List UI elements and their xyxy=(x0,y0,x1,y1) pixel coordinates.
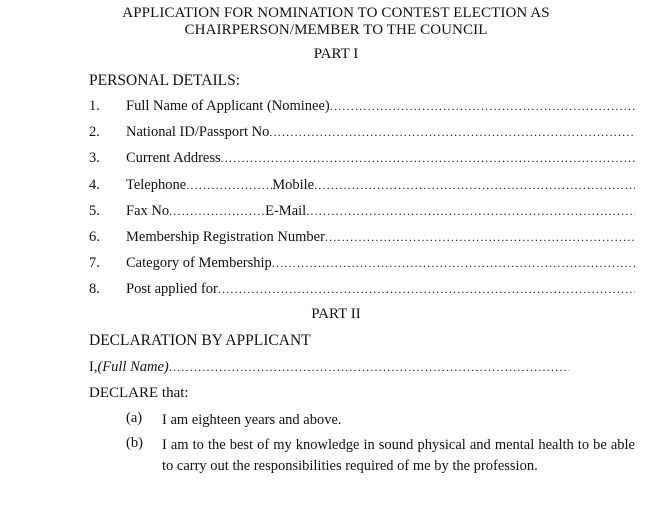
field-label-mobile: Mobile xyxy=(272,177,315,193)
field-number: 5. xyxy=(89,203,100,219)
fill-in-line[interactable] xyxy=(169,360,569,375)
full-name-label: (Full Name) xyxy=(97,359,169,375)
fill-in-line[interactable] xyxy=(272,256,635,271)
fill-in-line-fax[interactable] xyxy=(169,204,265,219)
field-number: 3. xyxy=(89,150,100,166)
item-marker: (a) xyxy=(126,410,143,426)
fill-in-line[interactable] xyxy=(330,99,635,114)
fill-in-line-mobile[interactable] xyxy=(314,178,635,193)
field-full-name[interactable] xyxy=(89,98,635,115)
fill-in-line[interactable] xyxy=(218,282,635,297)
field-membership-category[interactable] xyxy=(89,255,635,272)
field-label: National ID/Passport No xyxy=(126,124,270,140)
fill-in-line-telephone[interactable] xyxy=(186,178,272,193)
field-label-email: E-Mail xyxy=(265,203,307,219)
field-label: Category of Membership xyxy=(126,255,272,271)
field-label: Post applied for xyxy=(126,281,218,297)
field-number: 4. xyxy=(89,177,100,193)
field-national-id[interactable] xyxy=(89,124,635,141)
field-label: Current Address xyxy=(126,150,221,166)
field-number: 2. xyxy=(89,124,100,140)
field-label-telephone: Telephone xyxy=(126,177,187,193)
declare-that-label: DECLARE that: xyxy=(89,385,189,401)
fill-in-line-email[interactable] xyxy=(306,204,635,219)
form-title-line-1: APPLICATION FOR NOMINATION TO CONTEST ELECTION AS xyxy=(122,5,550,21)
field-current-address[interactable] xyxy=(89,150,635,167)
fill-in-line[interactable] xyxy=(269,125,635,140)
item-marker: (b) xyxy=(126,435,143,451)
field-fax-email[interactable] xyxy=(89,203,635,220)
part-1-heading: PART I xyxy=(313,46,359,62)
personal-details-heading: PERSONAL DETAILS: xyxy=(89,72,241,89)
declaration-item-a xyxy=(126,410,635,431)
item-text: I am eighteen years and above. xyxy=(162,412,342,428)
field-label-fax: Fax No xyxy=(126,203,170,219)
declaration-heading: DECLARATION BY APPLICANT xyxy=(89,332,311,349)
declaration-item-b xyxy=(126,435,635,477)
field-telephone-mobile[interactable] xyxy=(89,177,635,194)
field-membership-number[interactable] xyxy=(89,229,635,246)
declaration-full-name-field[interactable] xyxy=(89,359,569,376)
declaration-prefix: I, xyxy=(89,359,98,375)
field-post-applied[interactable] xyxy=(89,281,635,298)
field-label: Membership Registration Number xyxy=(126,229,325,245)
fill-in-line[interactable] xyxy=(221,151,635,166)
field-number: 7. xyxy=(89,255,100,271)
form-title-line-2: CHAIRPERSON/MEMBER TO THE COUNCIL xyxy=(184,22,488,38)
fill-in-line[interactable] xyxy=(325,230,635,245)
field-number: 8. xyxy=(89,281,100,297)
field-label: Full Name of Applicant (Nominee) xyxy=(126,98,330,114)
field-number: 6. xyxy=(89,229,100,245)
part-2-heading: PART II xyxy=(311,306,361,322)
field-number: 1. xyxy=(89,98,100,114)
item-text: I am to the best of my knowledge in sound physical and mental health to be able to carry out the responsibilities required of me by the profession. xyxy=(162,437,635,474)
